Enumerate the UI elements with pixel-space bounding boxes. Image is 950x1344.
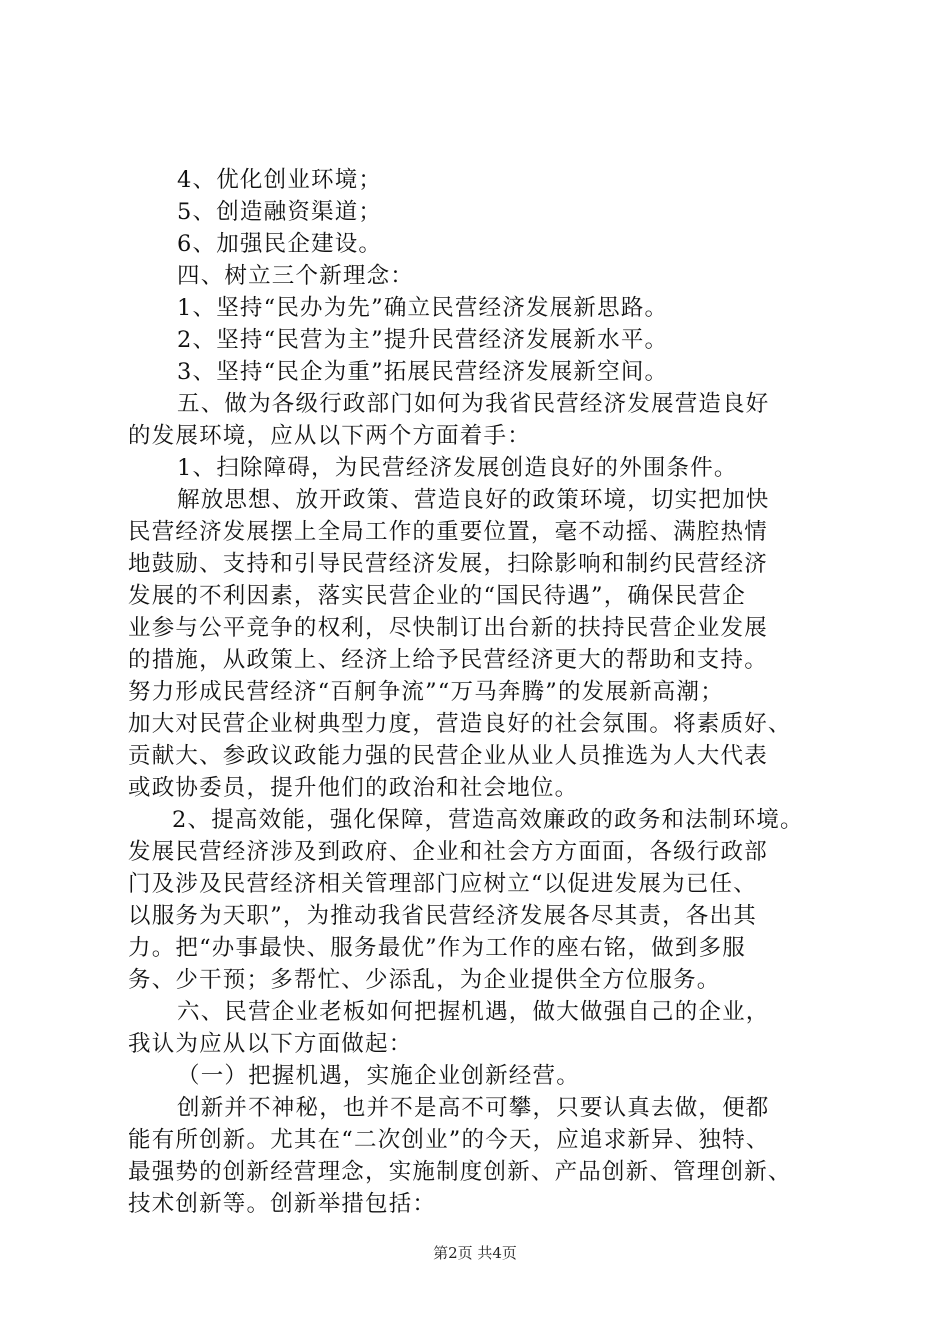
list-item-4: 4、优化创业环境；: [177, 167, 383, 193]
paragraph-line: 发展民营经济涉及到政府、企业和社会方方面面，各级行政部: [128, 839, 768, 865]
paragraph-line: 加大对民营企业树典型力度，营造良好的社会氛围。将素质好、: [128, 711, 792, 737]
paragraph-line: 贡献大、参政议政能力强的民营企业从业人员推选为人大代表: [128, 743, 768, 769]
paragraph-line: 的措施，从政策上、经济上给予民营经济更大的帮助和支持。: [128, 647, 768, 673]
paragraph-line: 以服务为天职”，为推动我省民营经济发展各尽其责，各出其: [128, 903, 757, 929]
paragraph-line: 最强势的创新经营理念，实施制度创新、产品创新、管理创新、: [128, 1159, 792, 1185]
concept-item-1: 1、坚持“民办为先”确立民营经济发展新思路。: [177, 295, 669, 321]
paragraph-line: 能有所创新。尤其在“二次创业”的今天，应追求新异、独特、: [128, 1127, 770, 1153]
paragraph-line: 门及涉及民营经济相关管理部门应树立“以促进发展为已任、: [128, 871, 757, 897]
paragraph-line: 力。把“办事最快、服务最优”作为工作的座右铭，做到多服: [128, 935, 746, 961]
paragraph-line: 民营经济发展摆上全局工作的重要位置，毫不动摇、满腔热情: [128, 519, 768, 545]
paragraph-line: 解放思想、放开政策、营造良好的政策环境，切实把加快: [177, 487, 770, 513]
concept-item-2: 2、坚持“民营为主”提升民营经济发展新水平。: [177, 327, 669, 353]
subheading-1: 1、扫除障碍，为民营经济发展创造良好的外围条件。: [177, 455, 738, 481]
paragraph-line: 或政协委员，提升他们的政治和社会地位。: [128, 775, 579, 801]
page-number-footer: 第2页 共4页: [433, 1244, 517, 1262]
paragraph-line: 发展的不利因素，落实民营企业的“国民待遇”，确保民营企: [128, 583, 746, 609]
list-item-6: 6、加强民企建设。: [177, 231, 383, 257]
subheading-one-paren: （一）把握机遇，实施企业创新经营。: [177, 1063, 580, 1089]
concept-item-3: 3、坚持“民企为重”拓展民营经济发展新空间。: [177, 359, 669, 385]
paragraph-line: 我认为应从以下方面做起：: [128, 1031, 413, 1057]
paragraph-line: 地鼓励、支持和引导民营经济发展，扫除影响和制约民营经济: [128, 551, 768, 577]
section-heading-four: 四、树立三个新理念：: [177, 263, 415, 289]
paragraph-line: 业参与公平竞争的权利，尽快制订出台新的扶持民营企业发展: [128, 615, 768, 641]
paragraph-line: 的发展环境，应从以下两个方面着手：: [128, 423, 531, 449]
paragraph-line: 创新并不神秘，也并不是高不可攀，只要认真去做，便都: [177, 1095, 770, 1121]
section-heading-six: 六、民营企业老板如何把握机遇，做大做强自己的企业，: [177, 999, 770, 1025]
paragraph-line: 技术创新等。创新举措包括：: [128, 1191, 437, 1217]
list-item-5: 5、创造融资渠道；: [177, 199, 383, 225]
subheading-2: 2、提高效能，强化保障，营造高效廉政的政务和法制环境。: [172, 807, 804, 833]
document-body: [128, 164, 828, 1220]
paragraph-line: 务、少干预；多帮忙、少添乱，为企业提供全方位服务。: [128, 967, 721, 993]
paragraph-line: 努力形成民营经济“百舸争流”“万马奔腾”的发展新高潮；: [128, 679, 724, 705]
section-heading-five: 五、做为各级行政部门如何为我省民营经济发展营造良好: [177, 391, 770, 417]
